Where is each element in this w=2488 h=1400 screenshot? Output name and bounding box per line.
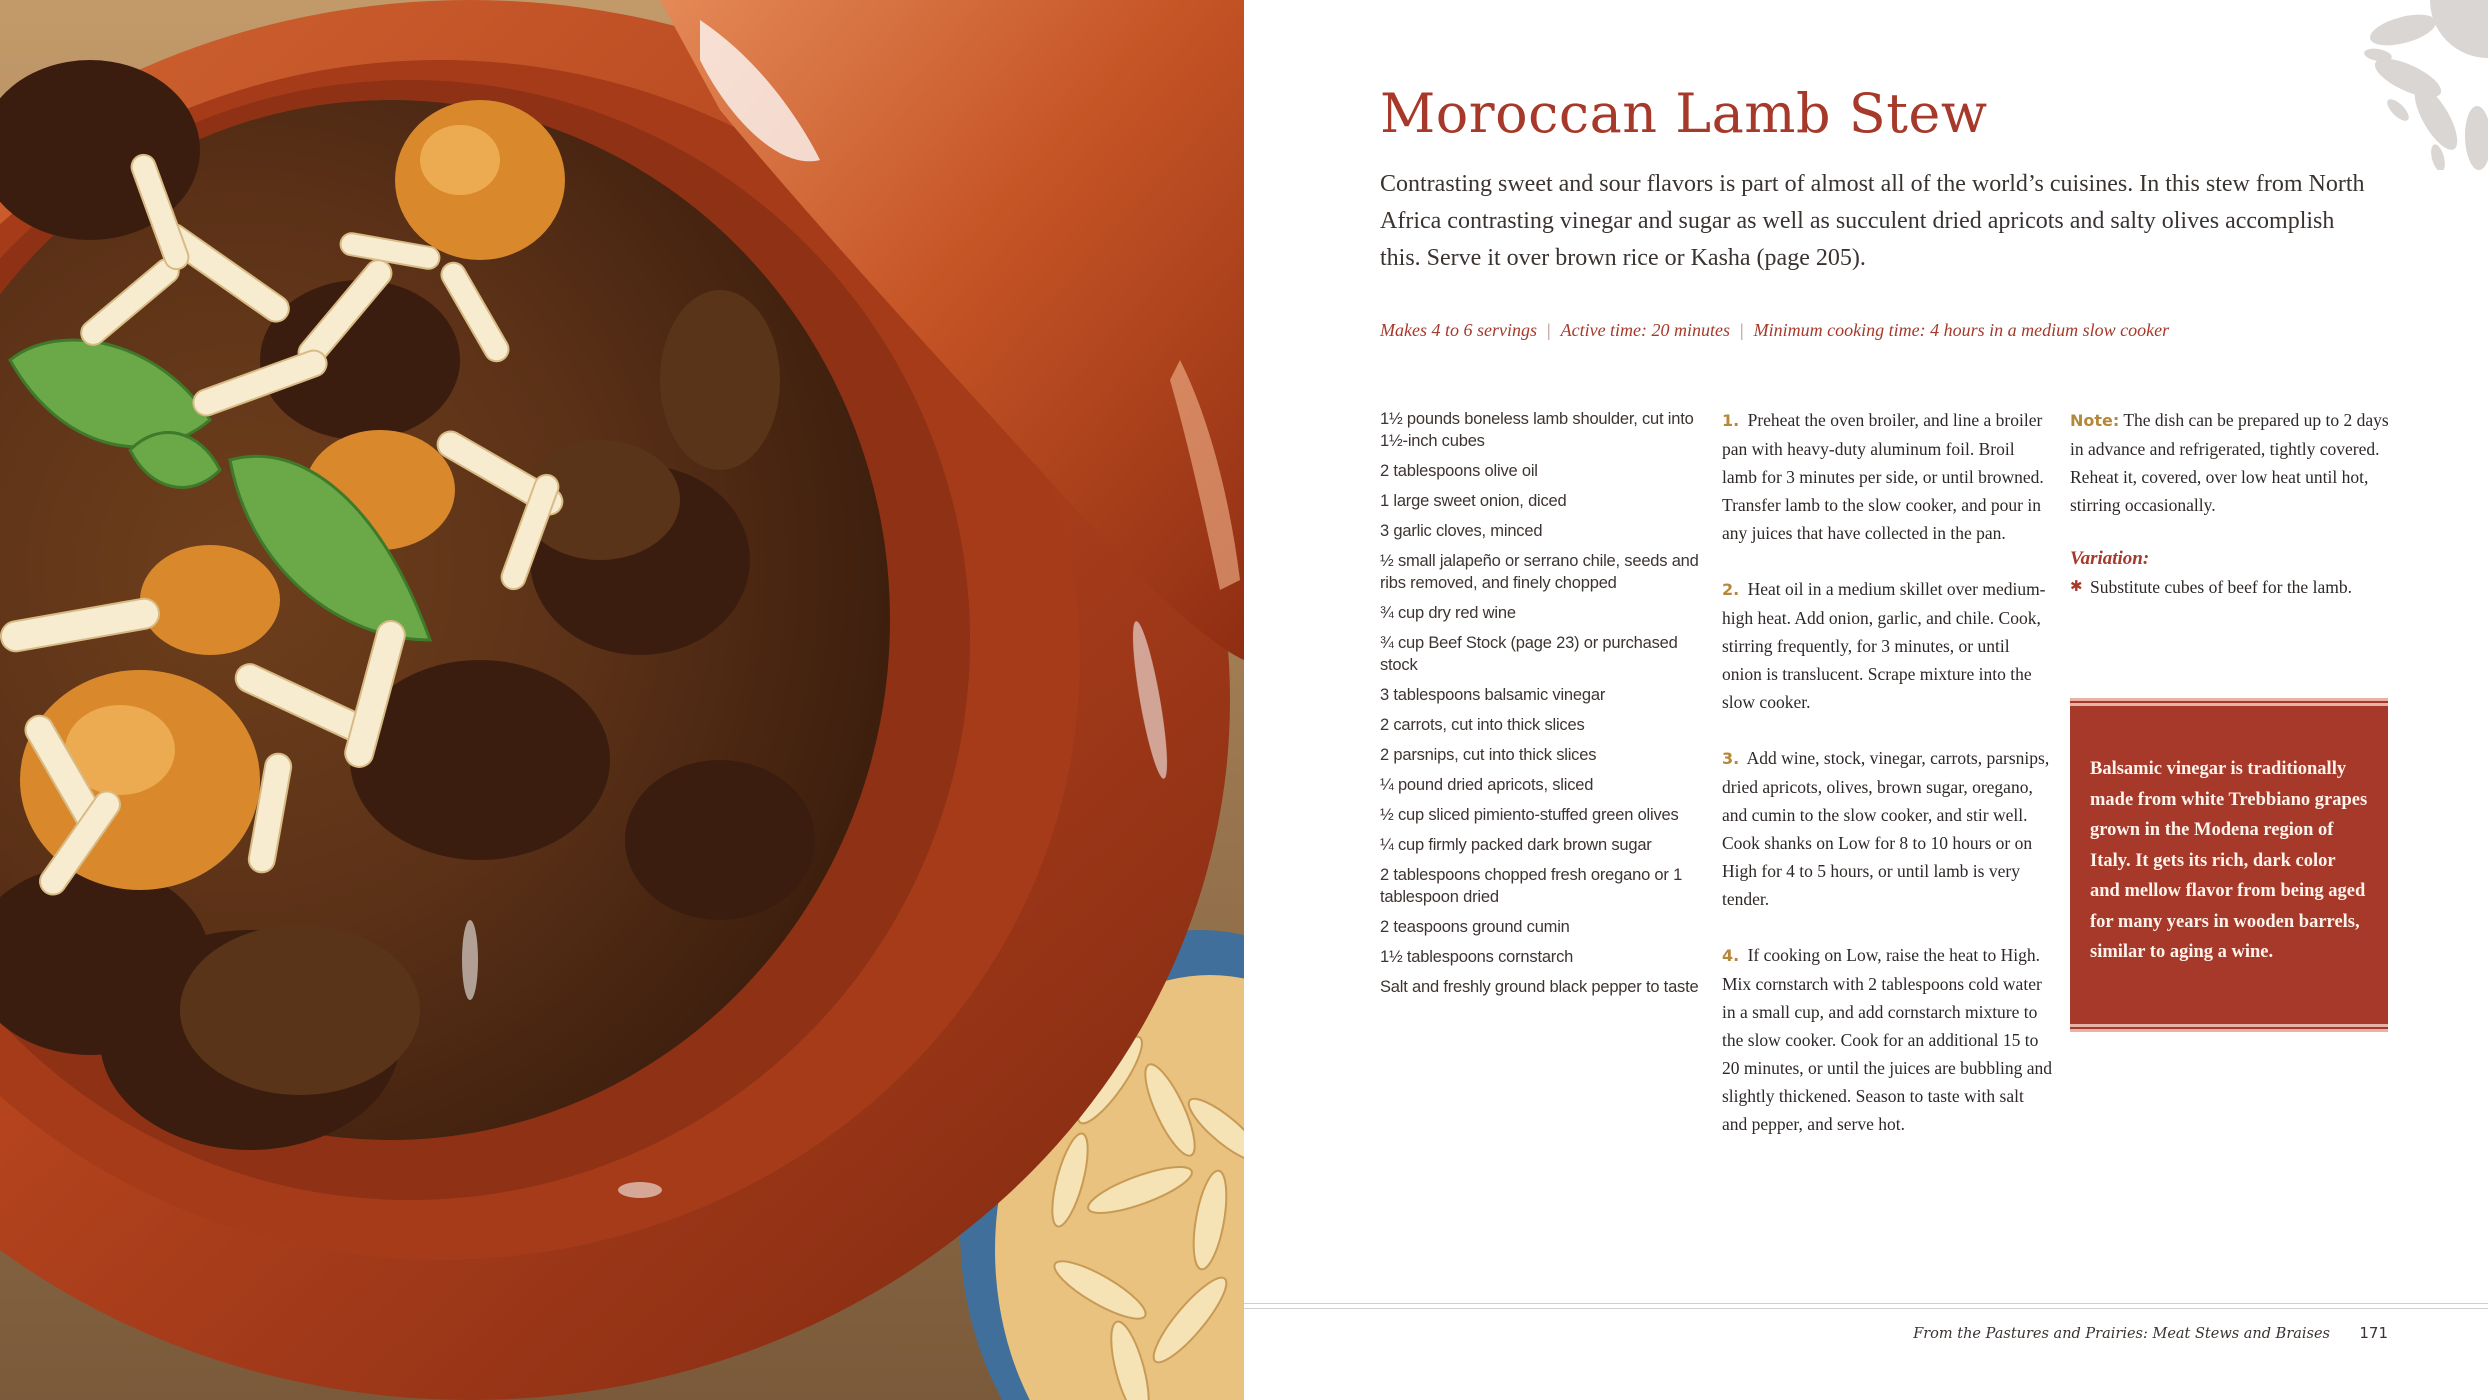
ingredient-item: ½ small jalapeño or serrano chile, seeds and ribs removed, and finely chopped [1380, 552, 1699, 592]
ingredient-item: 3 tablespoons balsamic vinegar [1380, 686, 1606, 704]
active-time: Active time: 20 minutes [1560, 320, 1731, 340]
page-number: 171 [2359, 1324, 2388, 1342]
ingredient-item: 1½ pounds boneless lamb shoulder, cut into 1½-inch cubes [1380, 410, 1694, 450]
footer-rule [1244, 1303, 2488, 1309]
ingredients-list [1380, 408, 1700, 1006]
variation-item [2070, 573, 2390, 601]
ingredient-item: ½ cup sliced pimiento-stuffed green olives [1380, 806, 1679, 824]
variation-title: Variation: [2070, 548, 2150, 569]
note-text: The dish can be prepared up to 2 days in advance and refrigerated, tightly covered. Reheat it, covered, over low heat until hot, stirring occasionally. [2070, 410, 2389, 515]
recipe-page [1244, 0, 2488, 1400]
step-text: Preheat the oven broiler, and line a broiler pan with heavy-duty aluminum foil. Broil lamb for 3 minutes per side, or until browned. Transfer lamb to the slow cooker, and pour in any juices that have collected in the pan. [1722, 410, 2044, 543]
meta-separator: | [1546, 320, 1551, 340]
ingredient-item: 3 garlic cloves, minced [1380, 522, 1543, 540]
note [2070, 406, 2390, 519]
step-number: 2. [1722, 580, 1740, 599]
recipe-meta [1380, 320, 2169, 341]
step-item [1722, 941, 2052, 1138]
cooking-time: Minimum cooking time: 4 hours in a medium slow cooker [1753, 320, 2170, 340]
sun-ornament-icon [2318, 0, 2488, 170]
ingredient-item: 2 parsnips, cut into thick slices [1380, 746, 1597, 764]
step-number: 1. [1722, 411, 1740, 430]
ingredient-item: ¾ cup Beef Stock (page 23) or purchased stock [1380, 634, 1678, 674]
ingredient-item: 2 tablespoons olive oil [1380, 462, 1538, 480]
step-text: Heat oil in a medium skillet over medium-high heat. Add onion, garlic, and chile. Cook, stirring frequently, for 3 minutes, or until onion is translucent. Scrape mixture into the slow cooker. [1722, 579, 2046, 712]
step-number: 3. [1722, 749, 1740, 768]
ingredient-item: 1½ tablespoons cornstarch [1380, 948, 1574, 966]
ingredient-item: 2 tablespoons chopped fresh oregano or 1 tablespoon dried [1380, 866, 1683, 906]
ingredient-item: ¼ pound dried apricots, sliced [1380, 776, 1594, 794]
ingredient-item: 2 teaspoons ground cumin [1380, 918, 1570, 936]
recipe-intro: Contrasting sweet and sour flavors is part of almost all of the world’s cuisines. In this stew from North Africa contrasting vinegar and sugar as well as succulent dried apricots and salty olives accomplish this. Serve it over brown rice or Kasha (page 205). [1380, 171, 2365, 271]
ingredient-item: Salt and freshly ground black pepper to taste [1380, 978, 1699, 996]
side-column [2070, 406, 2390, 601]
step-text: If cooking on Low, raise the heat to High. Mix cornstarch with 2 tablespoons cold water in a small cup, and add cornstarch mixture to the slow cooker. Cook for an additional 15 to 20 minutes, or until the juices are bubbling and slightly thickened. Season to taste with salt and pepper, and serve hot. [1722, 945, 2053, 1134]
recipe-title: Moroccan Lamb Stew [1380, 82, 1988, 145]
servings: Makes 4 to 6 servings [1380, 320, 1537, 340]
tip-text: Balsamic vinegar is traditionally made from white Trebbiano grapes grown in the Modena region of Italy. It gets its rich, dark color and mellow flavor from being aged for many years in wooden barrels, similar to aging a wine. [2090, 759, 2368, 962]
meta-separator: | [1740, 320, 1744, 340]
ingredient-item: 1 large sweet onion, diced [1380, 492, 1567, 510]
step-item [1722, 406, 2052, 547]
step-item [1722, 744, 2052, 913]
step-text: Add wine, stock, vinegar, carrots, parsnips, dried apricots, olives, brown sugar, oregano, and cumin to the slow cooker, and stir well. Cook shanks on Low for 8 to 10 hours or on High for 4 to 5 hours, or until lamb is very tender. [1722, 748, 2050, 909]
ingredient-item: ¼ cup firmly packed dark brown sugar [1380, 836, 1652, 854]
variation-text: Substitute cubes of beef for the lamb. [2090, 577, 2352, 597]
asterisk-bullet-icon: ✱ [2070, 579, 2083, 595]
footer-chapter-title: From the Pastures and Prairies: Meat Stews and Braises [1913, 1326, 2330, 1342]
method-steps [1722, 406, 2052, 1166]
step-item [1722, 575, 2052, 716]
tip-box [2070, 698, 2388, 1032]
step-number: 4. [1722, 946, 1740, 965]
note-label: Note: [2070, 411, 2120, 430]
ingredient-item: 2 carrots, cut into thick slices [1380, 716, 1585, 734]
ingredient-item: ¾ cup dry red wine [1380, 604, 1516, 622]
